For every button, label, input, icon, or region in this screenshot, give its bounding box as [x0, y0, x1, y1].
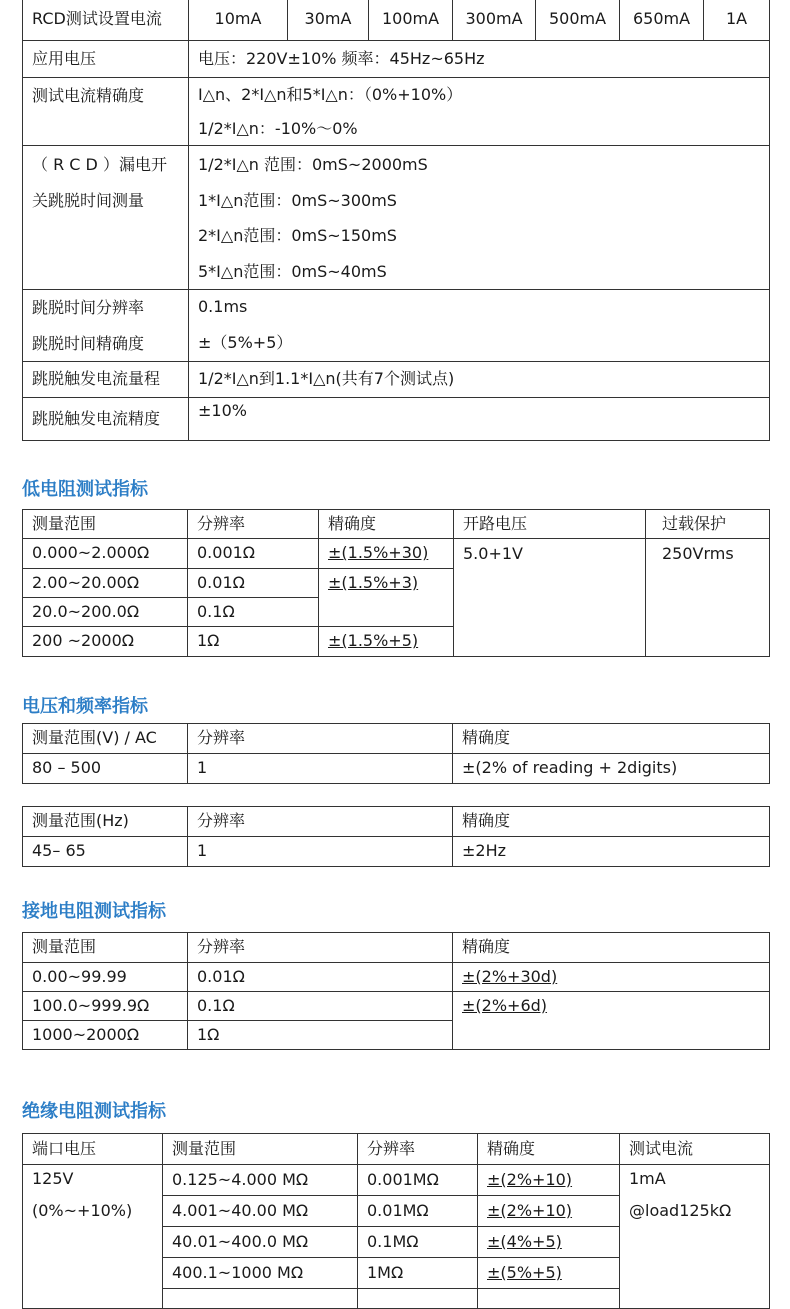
insulation-resolution: 0.01MΩ — [358, 1196, 478, 1227]
rcd-accuracy-line: I△n、2*I△n和5*I△n：（0%+10%） — [198, 85, 463, 104]
low-res-range: 2.00~20.00Ω — [23, 569, 188, 598]
low-res-accuracy-text: ±(1.5%+5) — [328, 631, 419, 651]
earth-resolution: 0.01Ω — [188, 963, 453, 992]
low-res-resolution: 0.1Ω — [188, 598, 319, 627]
rcd-precision-label: 跳脱触发电流精度 — [23, 398, 189, 441]
insulation-port-voltage — [23, 1165, 163, 1309]
insulation-accuracy-text: ±(5%+5) — [487, 1262, 562, 1282]
rcd-trip-label-line: （ R C D ）漏电开 — [32, 155, 167, 174]
earth-table — [22, 932, 770, 1050]
low-res-resolution: 1Ω — [188, 627, 319, 657]
earth-range: 100.0~999.9Ω — [23, 992, 188, 1021]
earth-header: 精确度 — [453, 933, 770, 963]
frequency-table — [22, 806, 770, 867]
earth-accuracy-text: ±(2%+30d) — [462, 966, 558, 986]
insulation-header: 测试电流 — [620, 1134, 770, 1165]
insulation-accuracy-text: ±(4%+5) — [487, 1231, 562, 1251]
frequency-range: 45– 65 — [23, 837, 188, 867]
insulation-accuracy — [478, 1227, 620, 1258]
rcd-trip-label-line: 关跳脱时间测量 — [32, 191, 145, 210]
earth-accuracy — [453, 963, 770, 992]
earth-range: 1000~2000Ω — [23, 1021, 188, 1050]
insulation-accuracy-text: ±(2%+10) — [487, 1169, 573, 1189]
voltage-header: 精确度 — [453, 724, 770, 754]
voltage-accuracy: ±(2% of reading + 2digits) — [453, 754, 770, 784]
insulation-port-voltage-line: 125V — [32, 1169, 74, 1188]
rcd-voltage-label: 应用电压 — [23, 41, 189, 78]
low-res-open-voltage: 5.0+1V — [454, 539, 646, 657]
insulation-test-current-line: @load125kΩ — [629, 1201, 732, 1220]
earth-resolution: 1Ω — [188, 1021, 453, 1050]
insulation-test-current-line: 1mA — [629, 1169, 666, 1188]
frequency-header: 分辨率 — [188, 807, 453, 837]
voltage-range: 80 – 500 — [23, 754, 188, 784]
rcd-current-value: 300mA — [453, 0, 536, 41]
rcd-trip-line: 2*I△n范围：0mS~150mS — [198, 226, 397, 245]
insulation-accuracy — [478, 1258, 620, 1289]
rcd-time-accuracy-label: 跳脱时间精确度 — [32, 334, 145, 353]
rcd-resolution-cell — [189, 290, 770, 362]
low-res-title: 低电阻测试指标 — [22, 479, 148, 500]
insulation-header: 分辨率 — [358, 1134, 478, 1165]
voltage-resolution: 1 — [188, 754, 453, 784]
rcd-accuracy-cell — [189, 78, 770, 146]
low-res-header: 精确度 — [319, 510, 454, 539]
low-res-header: 分辨率 — [188, 510, 319, 539]
rcd-accuracy-label: 测试电流精确度 — [23, 78, 189, 146]
low-res-range: 0.000~2.000Ω — [23, 539, 188, 569]
rcd-resolution-value: 0.1ms — [198, 297, 248, 316]
insulation-resolution: 0.001MΩ — [358, 1165, 478, 1196]
insulation-resolution: 0.1MΩ — [358, 1227, 478, 1258]
insulation-range: 40.01~400.0 MΩ — [163, 1227, 358, 1258]
low-res-accuracy — [319, 539, 454, 569]
rcd-current-value: 30mA — [288, 0, 369, 41]
rcd-trip-label — [23, 146, 189, 290]
earth-accuracy — [453, 992, 770, 1050]
low-res-accuracy-text: ±(1.5%+30) — [328, 543, 429, 563]
low-res-range: 20.0~200.0Ω — [23, 598, 188, 627]
low-res-table — [22, 509, 770, 657]
low-res-header: 测量范围 — [23, 510, 188, 539]
insulation-header: 精确度 — [478, 1134, 620, 1165]
rcd-current-value: 10mA — [189, 0, 288, 41]
low-res-header: 过载保护 — [646, 510, 770, 539]
rcd-resolution-label: 跳脱时间分辨率 — [32, 298, 145, 317]
low-res-range: 200 ~2000Ω — [23, 627, 188, 657]
low-res-overload: 250Vrms — [646, 539, 770, 657]
rcd-current-value: 650mA — [620, 0, 704, 41]
insulation-range: 4.001~40.00 MΩ — [163, 1196, 358, 1227]
insulation-resolution: 1MΩ — [358, 1258, 478, 1289]
insulation-test-current — [620, 1165, 770, 1309]
insulation-table — [22, 1133, 770, 1309]
rcd-trip-cell — [189, 146, 770, 290]
rcd-resolution-label-cell — [23, 290, 189, 362]
earth-title: 接地电阻测试指标 — [22, 901, 166, 922]
rcd-spec-table — [22, 0, 770, 441]
rcd-trip-line: 1*I△n范围：0mS~300mS — [198, 190, 397, 210]
earth-resolution: 0.1Ω — [188, 992, 453, 1021]
low-res-resolution: 0.01Ω — [188, 569, 319, 598]
low-res-resolution: 0.001Ω — [188, 539, 319, 569]
rcd-voltage-value: 电压：220V±10% 频率：45Hz~65Hz — [189, 41, 770, 78]
rcd-trip-line: 5*I△n范围：0mS~40mS — [198, 261, 387, 281]
rcd-trip-line: 1/2*I△n 范围：0mS~2000mS — [198, 155, 428, 174]
insulation-range: 400.1~1000 MΩ — [163, 1258, 358, 1289]
earth-header: 测量范围 — [23, 933, 188, 963]
frequency-header: 精确度 — [453, 807, 770, 837]
rcd-current-value: 1A — [704, 0, 770, 41]
voltage-table — [22, 723, 770, 784]
rcd-current-value: 500mA — [536, 0, 620, 41]
earth-accuracy-text: ±(2%+6d) — [462, 996, 548, 1015]
rcd-precision-value: ±10% — [189, 398, 770, 441]
low-res-accuracy-text: ±(1.5%+3) — [328, 573, 419, 592]
rcd-time-accuracy-value: ±（5%+5） — [198, 333, 293, 352]
insulation-header: 端口电压 — [23, 1134, 163, 1165]
voltage-header: 分辨率 — [188, 724, 453, 754]
earth-range: 0.00~99.99 — [23, 963, 188, 992]
voltage-header: 测量范围(V) / AC — [23, 724, 188, 754]
insulation-port-voltage-line: (0%~+10%) — [32, 1201, 133, 1220]
low-res-header: 开路电压 — [454, 510, 646, 539]
low-res-accuracy — [319, 569, 454, 627]
volt-freq-title: 电压和频率指标 — [22, 696, 148, 717]
frequency-accuracy: ±2Hz — [453, 837, 770, 867]
insulation-range: 0.125~4.000 MΩ — [163, 1165, 358, 1196]
rcd-range-value: 1/2*I△n到1.1*I△n(共有7个测试点) — [189, 362, 770, 398]
earth-header: 分辨率 — [188, 933, 453, 963]
rcd-current-label: RCD测试设置电流 — [23, 0, 189, 41]
insulation-header: 测量范围 — [163, 1134, 358, 1165]
insulation-title: 绝缘电阻测试指标 — [22, 1101, 166, 1122]
insulation-accuracy — [478, 1196, 620, 1227]
insulation-accuracy-text: ±(2%+10) — [487, 1200, 573, 1220]
rcd-accuracy-line: 1/2*I△n：-10%～0% — [198, 119, 358, 138]
insulation-accuracy — [478, 1165, 620, 1196]
frequency-resolution: 1 — [188, 837, 453, 867]
low-res-accuracy — [319, 627, 454, 657]
frequency-header: 测量范围(Hz) — [23, 807, 188, 837]
rcd-range-label: 跳脱触发电流量程 — [23, 362, 189, 398]
rcd-current-value: 100mA — [369, 0, 453, 41]
